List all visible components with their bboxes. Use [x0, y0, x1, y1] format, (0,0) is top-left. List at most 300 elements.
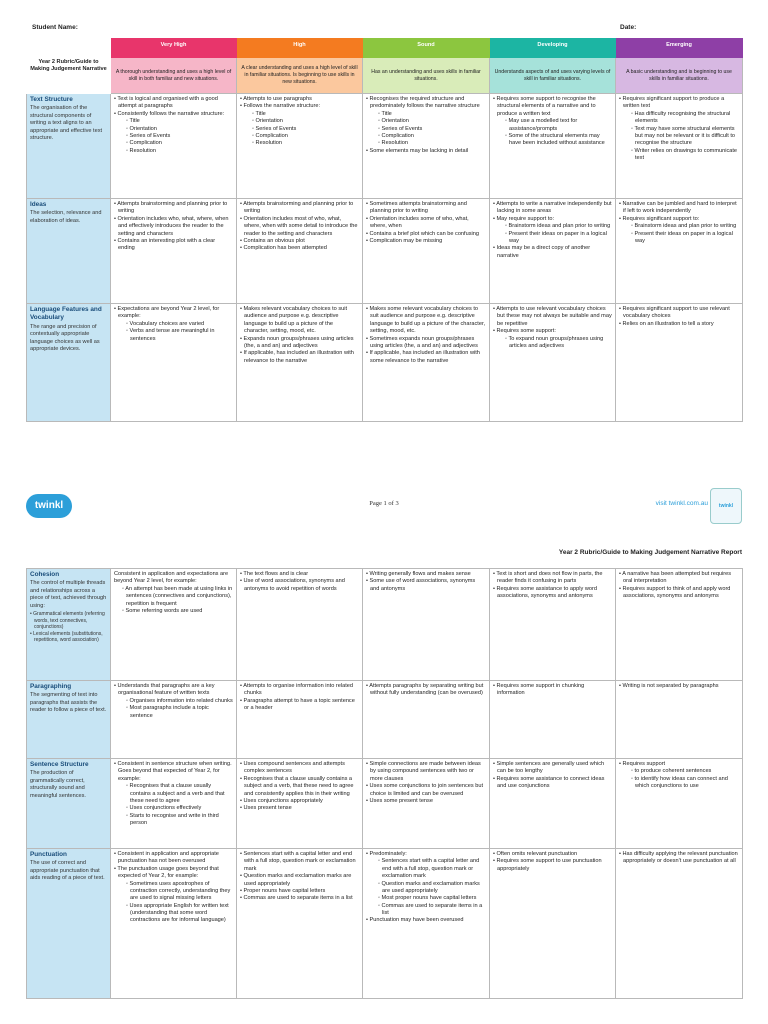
sub-item: ◦ Uses appropriate English for written text (understanding that some word contractions are for informal language) — [126, 903, 233, 925]
bullet-list — [619, 201, 739, 245]
criterion-sub-list — [30, 611, 107, 644]
rubric-row — [27, 569, 743, 681]
level-cell-developing — [490, 681, 616, 759]
bullet-list — [114, 306, 233, 343]
sub-list — [370, 858, 486, 917]
bullet-item — [240, 698, 359, 713]
level-cell-very-high — [111, 681, 237, 759]
level-header-high: High — [237, 39, 363, 58]
level-desc: Understands aspects of and uses varying levels of skill in familiar situations. — [490, 58, 616, 94]
bullet-item — [619, 96, 739, 162]
bullet-item — [240, 571, 359, 578]
bullet-item — [366, 148, 486, 155]
level-cell-sound — [363, 681, 490, 759]
bullet-list — [493, 851, 612, 873]
bullet-list — [240, 96, 359, 148]
sub-list — [118, 321, 233, 343]
criterion-cell — [27, 681, 111, 759]
bullet-item — [114, 201, 233, 216]
bullet-item — [366, 761, 486, 783]
sub-item: ◦ Present their ideas on paper in a logical way — [505, 231, 612, 246]
bullet-item — [619, 851, 739, 866]
bullet-item — [240, 201, 359, 216]
sub-item: ◦ Question marks and exclamation marks are used appropriately — [378, 881, 486, 896]
bullet-text: Text is logical and organised with a good attempt at paragraphs — [117, 96, 218, 110]
bullet-text: Expands noun groups/phrases using articles (the, a and an) and adjectives — [243, 335, 354, 349]
sub-item: ◦ Orientation — [126, 126, 233, 133]
bullet-item — [493, 245, 612, 260]
date-label: Date: — [620, 24, 637, 31]
level-cell-emerging — [616, 94, 743, 199]
bullet-list — [619, 683, 739, 690]
bullet-list — [619, 851, 739, 866]
sub-item: ◦ Recognises that a clause usually contains a subject and a verb and that these need to agree — [126, 783, 233, 805]
level-cell-very-high — [111, 199, 237, 304]
sub-item: ◦ Resolution — [378, 140, 486, 147]
bullet-item — [366, 783, 486, 798]
bullet-text: May require support to: — [496, 215, 555, 222]
sub-item: ◦ Complication — [378, 133, 486, 140]
bullet-item — [366, 798, 486, 805]
bullet-item — [114, 238, 233, 253]
level-header-developing: Developing — [490, 39, 616, 58]
bullet-text: Attempts paragraphs by separating writing but without fully understanding (can be overused) — [369, 683, 484, 697]
sub-item: ◦ Sometimes uses apostrophes of contraction correctly, understanding they are used to signal missing letters — [126, 881, 233, 903]
level-cell-emerging — [616, 569, 743, 681]
bullet-text: Contains an interesting plot with a clear ending — [117, 237, 216, 252]
bullet-text: Requires some assistance to apply word associations, synonyms and antonyms — [496, 585, 597, 600]
bullet-list — [114, 761, 233, 827]
bullet-text: Use of word associations, synonyms and antonyms to avoid repetition of words — [243, 578, 345, 592]
level-header-very-high: Very High — [111, 39, 237, 58]
bullet-list — [240, 683, 359, 713]
bullet-list — [114, 96, 233, 155]
sub-list — [623, 223, 739, 245]
bullet-text: Complication has been attempted — [243, 245, 327, 252]
sub-item: ◦ Orientation — [252, 118, 359, 125]
sub-item: ◦ Vocabulary choices are varied — [126, 321, 233, 328]
level-cell-sound — [363, 199, 490, 304]
bullet-item — [366, 238, 486, 245]
level-header-sound: Sound — [363, 39, 490, 58]
bullet-text: Requires significant support to use relevant vocabulary choices — [622, 306, 730, 320]
bullet-text: Relies on an illustration to tell a story — [622, 320, 714, 327]
level-cell-very-high — [111, 304, 237, 422]
bullet-text: Commas are used to separate items in a list — [243, 895, 353, 902]
bullet-item — [240, 888, 359, 895]
sub-item: ◦ Starts to recognise and write in third person — [126, 813, 233, 828]
page-footer — [0, 486, 768, 530]
bullet-item — [619, 586, 739, 601]
bullet-text: Consistently follows the narrative structure: — [117, 110, 225, 117]
bullet-text: If applicable, has included an illustration with relevance to the narrative — [243, 350, 354, 364]
bullet-item — [114, 96, 233, 111]
bullet-list — [619, 571, 739, 601]
bullet-list — [114, 851, 233, 925]
sub-item: ◦ Title — [378, 111, 486, 118]
bullet-item — [240, 96, 359, 103]
sub-item: ◦ Most proper nouns have capital letters — [378, 895, 486, 902]
bullet-item — [493, 201, 612, 216]
level-cell-high — [237, 759, 363, 849]
sub-item: ◦ An attempt has been made at using links in sentences (connectives and conjunctions), repetition is frequent — [122, 586, 233, 608]
criterion-cell — [27, 759, 111, 849]
sub-item: ◦ to identify how ideas can connect and which conjunctions to use — [631, 776, 739, 791]
bullet-item — [366, 578, 486, 593]
criterion-sub-item: • Grammatical elements (referring words, text connectives, conjunctions) — [30, 611, 107, 631]
level-cell-developing — [490, 94, 616, 199]
bullet-text: Recognises the required structure and predominately follows the narrative structure — [369, 96, 480, 110]
sub-item: ◦ Some referring words are used — [122, 608, 233, 615]
bullet-text: Simple sentences are generally used which can be too lengthy — [496, 761, 605, 775]
bullet-text: Consistent in application and appropriate punctuation has not been overused — [117, 851, 219, 865]
bullet-text: Complication may be missing — [369, 237, 443, 244]
sub-list — [118, 881, 233, 925]
bullet-text: Paragraphs attempt to have a topic sentence or a header — [243, 697, 355, 712]
bullet-text: Ideas may be a direct copy of another narrative — [496, 245, 591, 259]
bullet-text: Narrative can be jumbled and hard to interpret if left to work independently — [622, 201, 737, 215]
bullet-item — [619, 683, 739, 690]
sub-item: ◦ Uses conjunctions effectively — [126, 805, 233, 812]
bullet-item — [240, 895, 359, 902]
bullet-text: Requires some assistance to connect ideas and use conjunctions — [496, 775, 605, 790]
criterion-desc: The organisation of the structural components of writing a text aligns to an appropriate and effective text structure. — [30, 105, 103, 141]
bullet-list — [366, 96, 486, 155]
bullet-text: Orientation includes who, what, where, when and effectively introduces the reader to the setting and characters — [117, 215, 229, 237]
sub-item: ◦ Organises information into related chunks — [126, 698, 233, 705]
sub-item: ◦ Sentences start with a capital letter and end with a full stop, question mark or exclamation mark — [378, 858, 486, 880]
report-title: Year 2 Rubric/Guide to Making Judgement Narrative Report — [558, 549, 742, 556]
criterion-desc: The use of correct and appropriate punctuation that aids reading of a piece of text. — [30, 860, 105, 882]
bullet-item — [493, 858, 612, 873]
bullet-list — [366, 761, 486, 805]
bullet-item — [366, 96, 486, 148]
sub-item: ◦ Some of the structural elements may have been included without assistance — [505, 133, 612, 148]
level-desc: A clear understanding and uses a high level of skill in familiar situations. Is beginning to use skills in new situations. — [237, 58, 363, 94]
bullet-item — [240, 776, 359, 798]
visit-link[interactable]: visit twinkl.com.au — [655, 500, 708, 507]
bullet-text: Predominately: — [369, 851, 407, 857]
sub-item: ◦ Series of Events — [126, 133, 233, 140]
rubric-row — [27, 759, 743, 849]
twinkl-logo[interactable]: twinkl — [26, 494, 72, 518]
bullet-text: Follows the narrative structure: — [243, 103, 320, 110]
bullet-list — [240, 851, 359, 903]
level-cell-high — [237, 569, 363, 681]
bullet-list — [493, 571, 612, 601]
bullet-text: A narrative has been attempted but requires oral interpretation — [622, 571, 732, 585]
bullet-text: Has difficulty applying the relevant punctuation appropriately or doesn't use punctuation at all — [622, 851, 738, 865]
sub-list — [118, 698, 233, 720]
sub-list — [497, 118, 612, 148]
rubric-table-page1 — [26, 38, 743, 422]
level-cell-developing — [490, 569, 616, 681]
bullet-list — [493, 96, 612, 148]
bullet-list — [114, 201, 233, 253]
sub-list — [118, 783, 233, 827]
rubric-row — [27, 849, 743, 999]
bullet-list — [366, 201, 486, 245]
criterion-desc: The control of multiple threads and relationships across a piece of text, achieved through using: — [30, 580, 107, 609]
bullet-list — [493, 761, 612, 791]
bullet-text: Requires some support to use punctuation appropriately — [496, 858, 602, 872]
bullet-item — [366, 306, 486, 336]
bullet-text: Attempts to write a narrative independently but lacking in some areas — [496, 201, 612, 215]
bullet-text: Simple connections are made between ideas by using compound sentences with two or more clauses — [369, 761, 481, 782]
criterion-title: Ideas — [30, 201, 47, 208]
sub-list — [370, 111, 486, 148]
sub-item: ◦ Series of Events — [378, 126, 486, 133]
bullet-text: Uses some present tense — [369, 797, 433, 804]
bullet-item — [366, 851, 486, 917]
level-cell-high — [237, 849, 363, 999]
criterion-title: Paragraphing — [30, 683, 72, 690]
bullet-text: Attempts to use paragraphs — [243, 96, 312, 102]
rubric-table-page2 — [26, 568, 743, 999]
level-header-row — [27, 39, 743, 58]
level-cell-very-high — [111, 849, 237, 999]
bullet-text: Makes relevant vocabulary choices to suit audience and purpose e.g. descriptive language to build up a picture of the character, setting, mood, etc. — [243, 306, 348, 335]
bullet-item — [114, 306, 233, 343]
criterion-title: Punctuation — [30, 851, 67, 858]
bullet-text: The text flows and is clear — [243, 571, 309, 577]
sub-item: ◦ May use a modelled text for assistance/prompts — [505, 118, 612, 133]
bullet-item — [240, 851, 359, 873]
level-cell-developing — [490, 759, 616, 849]
bullet-text: Some elements may be lacking in detail — [369, 147, 469, 154]
level-desc-row — [27, 58, 743, 94]
sub-item: ◦ Present their ideas on paper in a logical way — [631, 231, 739, 246]
bullet-item — [240, 873, 359, 888]
bullet-list — [240, 201, 359, 253]
bullet-item — [240, 245, 359, 252]
bullet-list — [619, 761, 739, 791]
rubric-title: Year 2 Rubric/Guide to Making Judgement Narrative — [27, 39, 111, 94]
bullet-list — [240, 306, 359, 365]
bullet-item — [493, 96, 612, 148]
bullet-item — [240, 103, 359, 147]
bullet-list — [366, 306, 486, 365]
sub-item: ◦ Text may have some structural elements but may not be relevant or it is difficult to recognise the structure — [631, 126, 739, 148]
bullet-item — [366, 917, 486, 924]
sub-list — [623, 768, 739, 790]
bullet-item — [493, 328, 612, 350]
bullet-list — [366, 683, 486, 698]
bullet-text: Writing generally flows and makes sense — [369, 571, 471, 577]
rubric-row — [27, 304, 743, 422]
bullet-item — [240, 805, 359, 812]
sub-item: ◦ Title — [252, 111, 359, 118]
bullet-text: Requires some support: — [496, 328, 556, 335]
sub-item: ◦ Commas are used to separate items in a list — [378, 903, 486, 918]
sub-item: ◦ To expand noun groups/phrases using articles and adjectives — [505, 336, 612, 351]
bullet-text: Orientation includes some of who, what, where, when — [369, 215, 469, 230]
rubric-row — [27, 94, 743, 199]
bullet-item — [240, 336, 359, 351]
criterion-desc: The selection, relevance and elaboration of ideas. — [30, 210, 102, 224]
sub-item: ◦ Complication — [126, 140, 233, 147]
bullet-item — [493, 306, 612, 328]
bullet-item — [366, 201, 486, 216]
sub-item: ◦ Title — [126, 118, 233, 125]
bullet-text: Requires support to think of and apply word associations, synonyms and antonyms — [622, 585, 731, 600]
level-cell-very-high — [111, 759, 237, 849]
bullet-item — [493, 761, 612, 776]
criterion-title: Text Structure — [30, 96, 73, 103]
criterion-sub-item: • Lexical elements (substitutions, repetitions, word association) — [30, 631, 107, 644]
bullet-text: Requires significant support to: — [622, 215, 700, 222]
level-cell-sound — [363, 304, 490, 422]
criterion-cell — [27, 94, 111, 199]
level-cell-sound — [363, 569, 490, 681]
sub-list — [497, 223, 612, 245]
bullet-item — [114, 851, 233, 866]
bullet-item — [114, 111, 233, 155]
bullet-list — [240, 761, 359, 813]
level-cell-developing — [490, 304, 616, 422]
level-cell-emerging — [616, 681, 743, 759]
sub-item: ◦ Writer relies on drawings to communicate text — [631, 148, 739, 163]
bullet-text: Orientation includes most of who, what, where, when with some detail to introduce the reader to the setting and characters — [243, 215, 358, 237]
bullet-item — [366, 571, 486, 578]
bullet-text: Attempts to use relevant vocabulary choices but these may not always be suitable and may be repetitive — [496, 306, 612, 327]
level-desc: Has an understanding and uses skills in familiar situations. — [363, 58, 490, 94]
bullet-item — [493, 571, 612, 586]
rubric-row — [27, 681, 743, 759]
bullet-item — [114, 683, 233, 720]
sub-list — [244, 111, 359, 148]
level-cell-emerging — [616, 849, 743, 999]
bullet-list — [114, 683, 233, 720]
sub-item: ◦ Complication — [252, 133, 359, 140]
bullet-item — [493, 683, 612, 698]
sub-item: ◦ Orientation — [378, 118, 486, 125]
bullet-text: Requires some support in chunking information — [496, 683, 585, 697]
bullet-item — [366, 336, 486, 351]
bullet-text: The punctuation usage goes beyond that expected of Year 2, for example: — [117, 865, 219, 880]
bullet-item — [240, 798, 359, 805]
level-cell-high — [237, 681, 363, 759]
bullet-text: Requires some support to recognise the structural elements of a narrative and to produce a written text — [496, 96, 596, 117]
bullet-text: Contains an obvious plot — [243, 237, 305, 244]
bullet-text: Uses conjunctions appropriately — [243, 797, 323, 804]
bullet-text: Makes some relevant vocabulary choices to suit audience and purpose e.g. descriptive language to build up a picture of the character, setting, mood, etc. — [369, 306, 486, 335]
bullet-text: Text is short and does not flow in parts, the reader finds it confusing in parts — [496, 571, 603, 585]
sub-item: ◦ Resolution — [126, 148, 233, 155]
bullet-item — [619, 201, 739, 216]
bullet-text: Question marks and exclamation marks are used appropriately — [243, 873, 352, 887]
bullet-text: Expectations are beyond Year 2 level, for example: — [117, 306, 220, 320]
bullet-item — [619, 321, 739, 328]
bullet-text: Attempts brainstorming and planning prior to writing — [243, 201, 354, 215]
bullet-list — [619, 96, 739, 162]
sub-item: ◦ to produce coherent sentences — [631, 768, 739, 775]
bullet-item — [493, 851, 612, 858]
level-cell-emerging — [616, 304, 743, 422]
level-desc: A basic understanding and is beginning to use skills in familiar situations. — [616, 58, 743, 94]
bullet-item — [619, 571, 739, 586]
bullet-item — [366, 683, 486, 698]
bullet-text: Requires support — [622, 761, 666, 767]
sub-item: ◦ Brainstorm ideas and plan prior to writing — [505, 223, 612, 230]
bullet-text: Uses present tense — [243, 805, 292, 812]
bullet-list — [493, 306, 612, 350]
sub-item: ◦ Series of Events — [252, 126, 359, 133]
level-cell-very-high — [111, 94, 237, 199]
bullet-item — [240, 761, 359, 776]
bullet-text: Writing is not separated by paragraphs — [622, 683, 719, 689]
bullet-list — [240, 571, 359, 593]
bullet-item — [493, 776, 612, 791]
bullet-text: If applicable, has included an illustration with some relevance to the narrative — [369, 350, 480, 364]
bullet-list — [493, 201, 612, 260]
cell-intro: Consistent in application and expectations are beyond Year 2 level, for example: — [114, 571, 229, 585]
quality-badge-icon: twinkl — [710, 488, 742, 524]
bullet-item — [114, 866, 233, 925]
header-labels — [0, 24, 768, 36]
bullet-text: Attempts to organise information into related chunks — [243, 683, 353, 697]
criterion-desc: The segmenting of text into paragraphs that assists the reader to follow a piece of text. — [30, 692, 107, 714]
level-cell-high — [237, 304, 363, 422]
criterion-desc: The production of grammatically correct, structurally sound and meaningful sentences. — [30, 770, 86, 799]
bullet-item — [619, 306, 739, 321]
sub-list — [623, 111, 739, 163]
bullet-item — [493, 586, 612, 601]
level-cell-emerging — [616, 199, 743, 304]
bullet-item — [114, 216, 233, 238]
level-desc: A thorough understanding and uses a high level of skill in both familiar and new situations. — [111, 58, 237, 94]
bullet-text: Uses some conjunctions to join sentences but choice is limited and can be overused — [369, 783, 484, 797]
page-number: Page 1 of 3 — [369, 500, 399, 507]
sub-list — [497, 336, 612, 351]
bullet-text: Requires significant support to produce a written text — [622, 96, 725, 110]
criterion-title: Sentence Structure — [30, 761, 89, 768]
bullet-text: Sometimes attempts brainstorming and planning prior to writing — [369, 201, 467, 215]
level-header-emerging: Emerging — [616, 39, 743, 58]
criterion-desc: The range and precision of contextually appropriate language choices as well as appropriate devices. — [30, 323, 100, 353]
bullet-item — [619, 761, 739, 791]
bullet-text: Consistent in sentence structure when writing. Goes beyond that expected of Year 2, for example: — [117, 761, 232, 782]
bullet-item — [619, 216, 739, 246]
sub-item: ◦ Has difficulty recognising the structural elements — [631, 111, 739, 126]
level-cell-very-high — [111, 569, 237, 681]
bullet-text: Proper nouns have capital letters — [243, 887, 326, 894]
level-cell-sound — [363, 849, 490, 999]
criterion-cell — [27, 569, 111, 681]
criterion-cell — [27, 849, 111, 999]
sub-item: ◦ Most paragraphs include a topic sentence — [126, 705, 233, 720]
bullet-item — [240, 306, 359, 336]
bullet-list — [493, 683, 612, 698]
sub-list — [118, 118, 233, 155]
bullet-item — [366, 231, 486, 238]
bullet-item — [366, 216, 486, 231]
bullet-item — [240, 578, 359, 593]
bullet-item — [114, 761, 233, 827]
bullet-item — [240, 350, 359, 365]
bullet-text: Contains a brief plot which can be confusing — [369, 230, 479, 237]
bullet-item — [240, 683, 359, 698]
bullet-item — [240, 238, 359, 245]
bullet-list — [366, 851, 486, 925]
bullet-text: Attempts brainstorming and planning prior to writing — [117, 201, 228, 215]
bullet-item — [493, 216, 612, 246]
bullet-text: Punctuation may have been overused — [369, 917, 464, 924]
criterion-cell — [27, 304, 111, 422]
sub-item: ◦ Verbs and tense are meaningful in sentences — [126, 328, 233, 343]
bullet-text: Sentences start with a capital letter and end with a full stop, question mark or exclamation mark — [243, 851, 356, 872]
bullet-list — [366, 571, 486, 593]
